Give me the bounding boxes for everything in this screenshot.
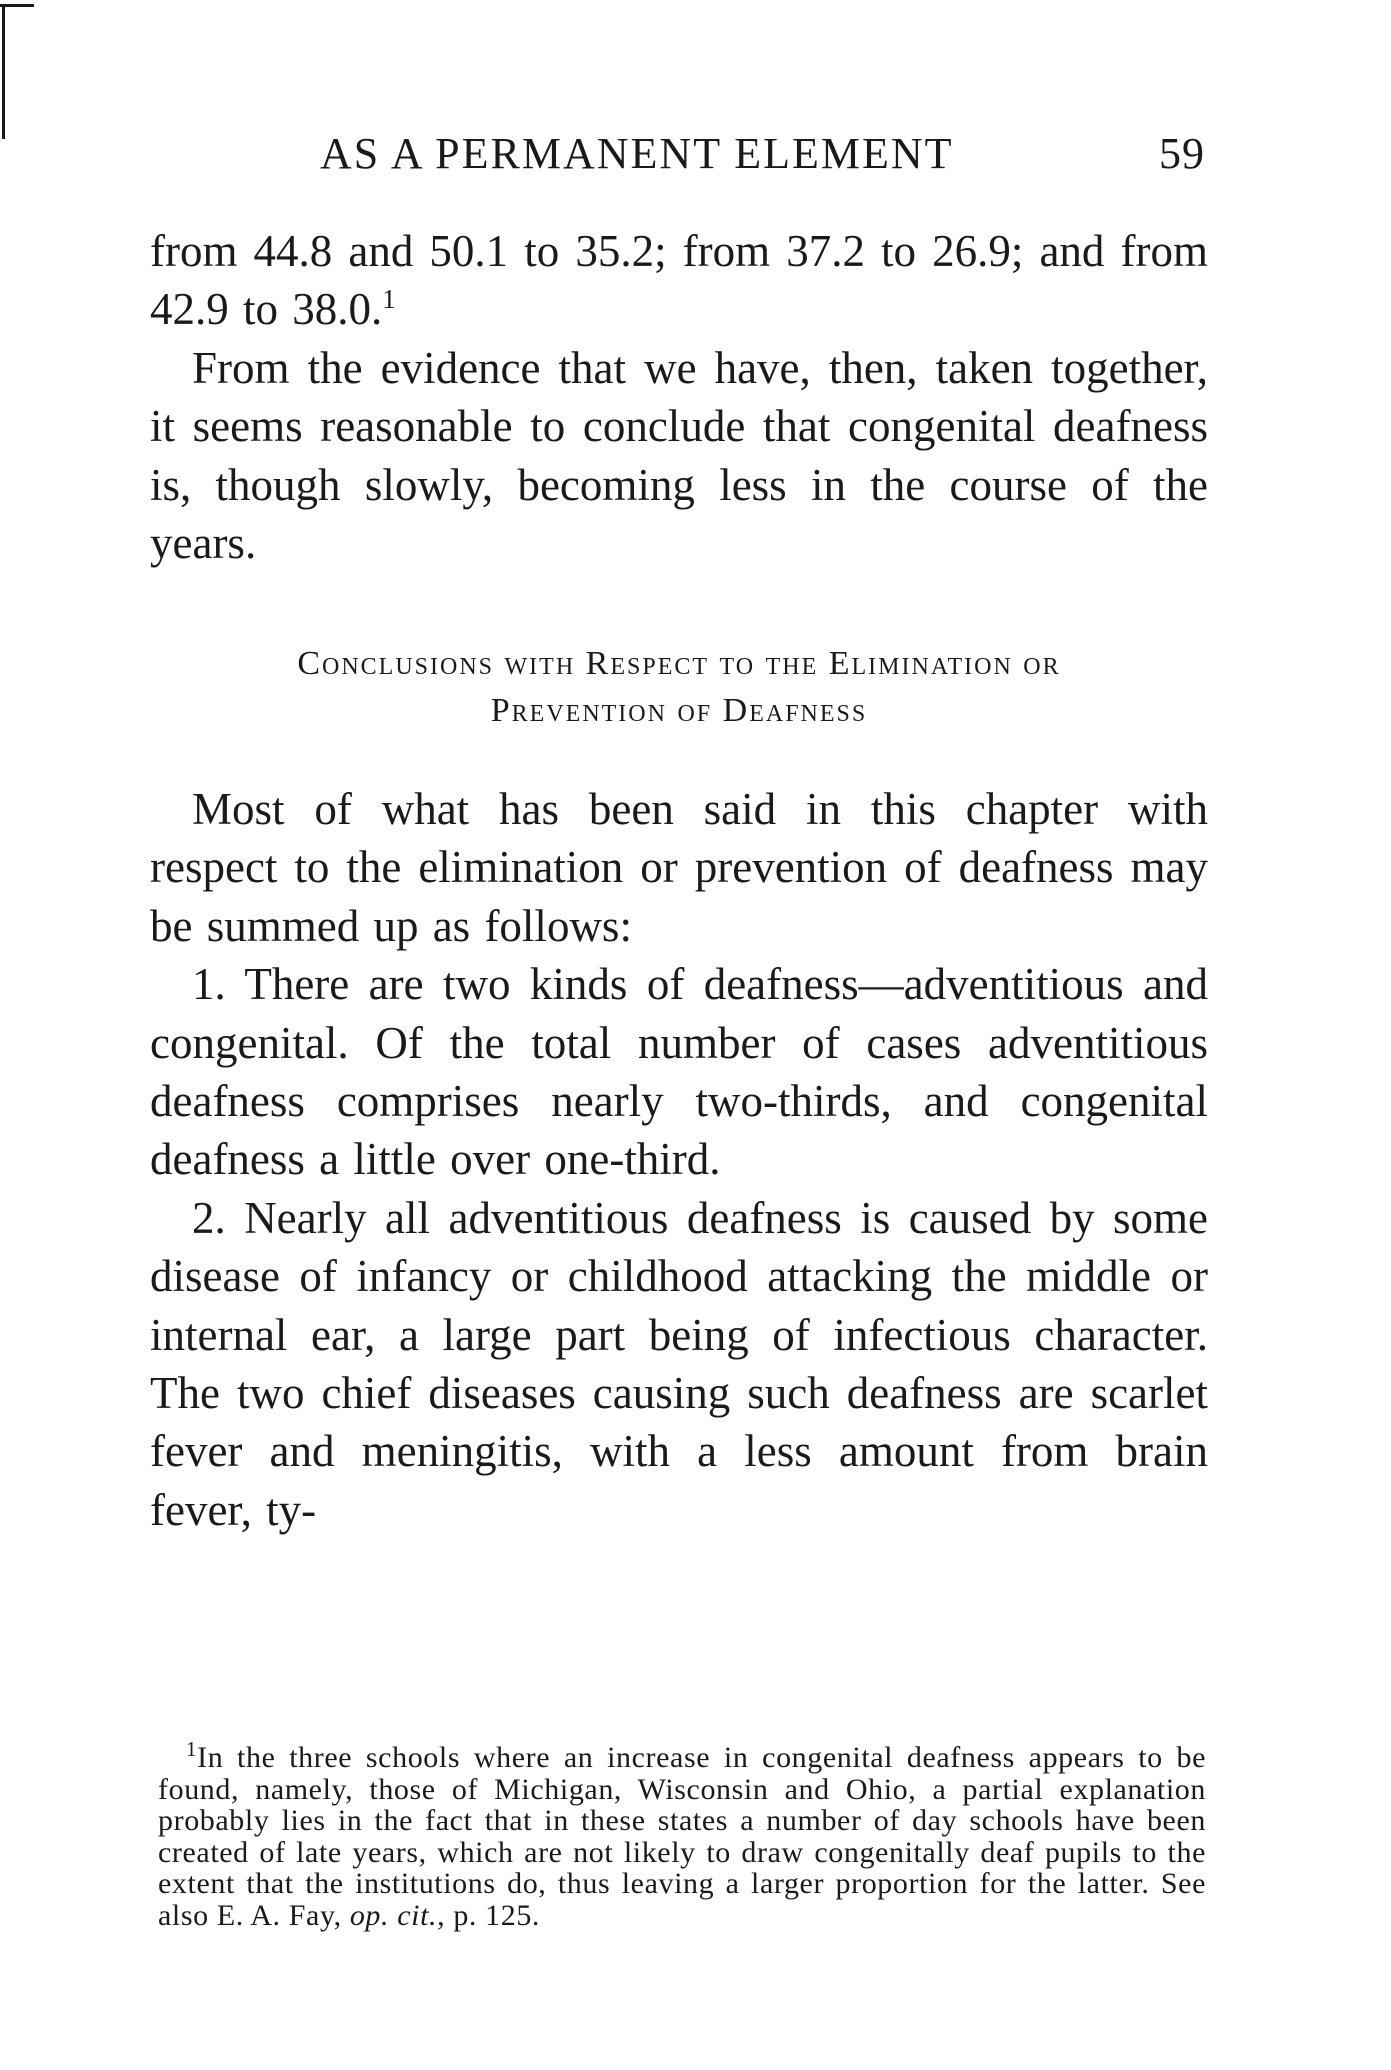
running-head-title: AS A PERMANENT ELEMENT <box>320 129 954 178</box>
list-item-2: 2. Nearly all adventitious deafness is caused by some disease of infancy or childhood attacking the middle or internal ear, a large part being of infectious character. The two chief diseases causing such deafness are scarlet fever and meningitis, with a less amount from brain fever, ty- <box>150 1192 1208 1535</box>
paragraph-continuation <box>150 222 1208 339</box>
footnote-body: In the three schools where an increase in congenital deafness appears to be found, namely, those of Michigan, Wisconsin and Ohio, a partial explanation probably lies in the fact that in these states a number of day schools have been created of late years, which are not likely to draw congenitally deaf pupils to the extent that the institutions do, thus leaving a larger proportion for the latter. See also E. A. Fay, <box>158 1741 1206 1932</box>
body-text-top <box>150 222 1208 572</box>
body-text-bottom <box>150 780 1208 1539</box>
footnote-citation: op. cit. <box>349 1898 438 1932</box>
page-number: 59 <box>1159 129 1205 178</box>
footnote-marker: 1 <box>186 1737 198 1761</box>
section-heading-line-2: Prevention of Deafness <box>490 692 868 729</box>
footnote-text <box>158 1737 1206 1932</box>
footnote-reference: 1 <box>382 284 396 315</box>
paragraph: Most of what has been said in this chapter with respect to the elimination or prevention of deafness may be summed up as follows: <box>150 784 1208 951</box>
running-head <box>150 128 1205 188</box>
scan-edge-mark <box>0 4 34 7</box>
footnote <box>158 1737 1206 1932</box>
section-heading-line-1: Conclusions with Respect to the Elimination or <box>297 645 1061 682</box>
section-heading <box>150 640 1208 734</box>
footnote-page-ref: , p. 125. <box>437 1898 541 1932</box>
list-item-1: 1. There are two kinds of deafness—adventitious and congenital. Of the total number of cases adventitious deafness comprises nearly two-thirds, and congenital deafness a little over one-third. <box>150 959 1208 1185</box>
paragraph-text: from 44.8 and 50.1 to 35.2; from 37.2 to 26.9; and from 42.9 to 38.0. <box>150 226 1208 335</box>
scan-edge-mark-vertical <box>2 4 5 139</box>
paragraph: From the evidence that we have, then, taken together, it seems reasonable to conclude that congenital deafness is, though slowly, becoming less in the course of the years. <box>150 342 1208 569</box>
